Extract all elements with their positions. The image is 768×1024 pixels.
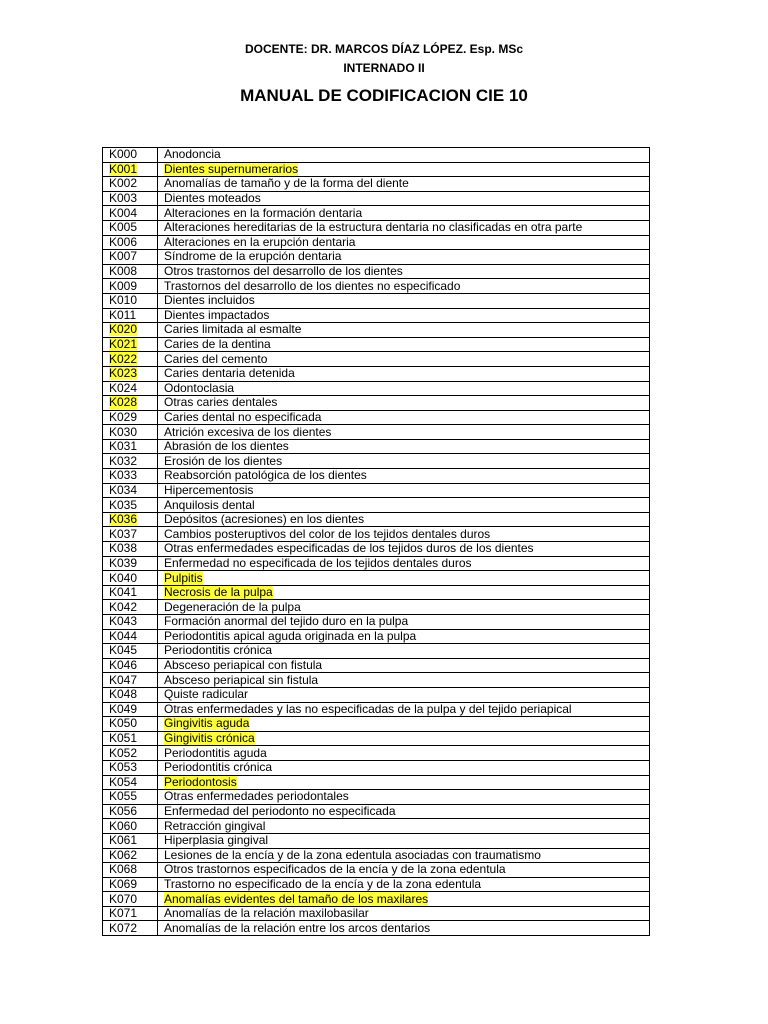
code-cell bbox=[103, 323, 158, 338]
code-text: K009 bbox=[109, 278, 138, 293]
description-text: Pulpitis bbox=[164, 570, 203, 585]
table-row bbox=[103, 804, 650, 819]
code-text: K004 bbox=[109, 205, 138, 220]
code-text: K055 bbox=[109, 789, 138, 804]
description-text: Enfermedad no especificada de los tejidos dentales duros bbox=[164, 556, 472, 570]
description-cell bbox=[158, 717, 650, 732]
code-cell bbox=[103, 717, 158, 732]
code-text: K050 bbox=[109, 716, 138, 731]
code-cell bbox=[103, 746, 158, 761]
description-cell bbox=[158, 848, 650, 863]
code-text: K010 bbox=[109, 293, 138, 308]
description-cell bbox=[158, 819, 650, 834]
code-text: K003 bbox=[109, 191, 138, 206]
description-text: Anquilosis dental bbox=[164, 497, 255, 512]
table-row bbox=[103, 542, 650, 557]
code-text: K071 bbox=[109, 906, 138, 921]
table-row bbox=[103, 366, 650, 381]
code-text: K049 bbox=[109, 702, 138, 716]
table-row bbox=[103, 790, 650, 805]
table-row bbox=[103, 337, 650, 352]
code-cell bbox=[103, 425, 158, 440]
code-cell bbox=[103, 352, 158, 367]
description-cell bbox=[158, 673, 650, 688]
code-cell bbox=[103, 658, 158, 673]
description-text: Periodontitis apical aguda originada en la pulpa bbox=[164, 629, 417, 643]
table-row bbox=[103, 308, 650, 323]
code-text: K044 bbox=[109, 629, 138, 643]
description-cell bbox=[158, 162, 650, 177]
code-text: K036 bbox=[109, 512, 138, 527]
code-cell bbox=[103, 308, 158, 323]
description-text: Caries del cemento bbox=[164, 351, 268, 366]
code-text: K052 bbox=[109, 745, 138, 760]
code-cell bbox=[103, 585, 158, 600]
description-text: Dientes incluidos bbox=[164, 293, 255, 308]
code-text: K032 bbox=[109, 453, 138, 468]
code-text: K043 bbox=[109, 614, 138, 629]
description-text: Abrasión de los dientes bbox=[164, 439, 289, 454]
description-cell bbox=[158, 571, 650, 586]
description-text: Depósitos (acresiones) en los dientes bbox=[164, 512, 365, 527]
code-cell bbox=[103, 264, 158, 279]
code-text: K042 bbox=[109, 599, 138, 614]
page-title: MANUAL DE CODIFICACION CIE 10 bbox=[240, 86, 528, 105]
code-cell bbox=[103, 921, 158, 936]
code-cell bbox=[103, 279, 158, 294]
description-text: Dientes supernumerarios bbox=[164, 162, 299, 176]
table-row bbox=[103, 863, 650, 878]
code-cell bbox=[103, 833, 158, 848]
code-text: K029 bbox=[109, 410, 138, 424]
table-row bbox=[103, 483, 650, 498]
description-text: Periodontitis crónica bbox=[164, 760, 273, 775]
code-text: K062 bbox=[109, 848, 138, 862]
code-text: K060 bbox=[109, 818, 138, 833]
table-row bbox=[103, 702, 650, 717]
table-row bbox=[103, 279, 650, 294]
code-text: K011 bbox=[109, 308, 137, 322]
description-text: Dientes moteados bbox=[164, 191, 261, 206]
description-text: Anomalías evidentes del tamaño de los maxilares bbox=[164, 891, 429, 906]
code-text: K008 bbox=[109, 264, 138, 279]
description-text: Cambios posteruptivos del color de los tejidos dentales duros bbox=[164, 526, 491, 541]
code-cell bbox=[103, 191, 158, 206]
description-cell bbox=[158, 687, 650, 702]
code-text: K035 bbox=[109, 497, 138, 512]
description-cell bbox=[158, 177, 650, 192]
description-cell bbox=[158, 892, 650, 907]
code-cell bbox=[103, 220, 158, 235]
description-text: Alteraciones hereditarias de la estructura dentaria no clasificadas en otra parte bbox=[164, 220, 583, 235]
table-row bbox=[103, 396, 650, 411]
description-text: Degeneración de la pulpa bbox=[164, 599, 301, 614]
description-cell bbox=[158, 483, 650, 498]
code-text: K022 bbox=[109, 351, 138, 366]
code-text: K033 bbox=[109, 468, 138, 483]
description-text: Retracción gingival bbox=[164, 818, 266, 833]
description-cell bbox=[158, 366, 650, 381]
table-row bbox=[103, 848, 650, 863]
code-cell bbox=[103, 439, 158, 454]
description-cell bbox=[158, 454, 650, 469]
code-cell bbox=[103, 731, 158, 746]
code-text: K046 bbox=[109, 658, 138, 673]
code-cell bbox=[103, 877, 158, 892]
description-cell bbox=[158, 542, 650, 557]
code-text: K040 bbox=[109, 570, 138, 585]
description-cell bbox=[158, 921, 650, 936]
code-text: K056 bbox=[109, 804, 138, 819]
code-cell bbox=[103, 206, 158, 221]
description-cell bbox=[158, 308, 650, 323]
description-cell bbox=[158, 191, 650, 206]
table-row bbox=[103, 381, 650, 396]
code-cell bbox=[103, 687, 158, 702]
description-cell bbox=[158, 833, 650, 848]
code-cell bbox=[103, 804, 158, 819]
description-cell bbox=[158, 644, 650, 659]
table-row bbox=[103, 585, 650, 600]
table-row bbox=[103, 512, 650, 527]
description-cell bbox=[158, 512, 650, 527]
code-cell bbox=[103, 629, 158, 644]
description-text: Odontoclasia bbox=[164, 381, 235, 395]
code-cell bbox=[103, 512, 158, 527]
table-row bbox=[103, 293, 650, 308]
description-cell bbox=[158, 381, 650, 396]
code-cell bbox=[103, 892, 158, 907]
description-cell bbox=[158, 498, 650, 513]
table-row bbox=[103, 906, 650, 921]
table-row bbox=[103, 687, 650, 702]
code-cell bbox=[103, 337, 158, 352]
code-text: K002 bbox=[109, 176, 138, 191]
table-row bbox=[103, 527, 650, 542]
description-text: Periodontitis crónica bbox=[164, 643, 273, 658]
description-text: Otros trastornos especificados de la encía y de la zona edentula bbox=[164, 862, 506, 877]
description-cell bbox=[158, 615, 650, 630]
description-cell bbox=[158, 220, 650, 235]
description-text: Necrosis de la pulpa bbox=[164, 585, 273, 600]
description-cell bbox=[158, 585, 650, 600]
code-cell bbox=[103, 293, 158, 308]
table-row bbox=[103, 206, 650, 221]
table-row bbox=[103, 921, 650, 936]
code-text: K037 bbox=[109, 526, 138, 541]
code-cell bbox=[103, 760, 158, 775]
description-text: Síndrome de la erupción dentaria bbox=[164, 249, 342, 264]
description-text: Caries limitada al esmalte bbox=[164, 322, 302, 337]
description-text: Caries dentaria detenida bbox=[164, 366, 295, 381]
description-text: Erosión de los dientes bbox=[164, 453, 283, 468]
code-text: K048 bbox=[109, 687, 138, 702]
table-row bbox=[103, 439, 650, 454]
code-cell bbox=[103, 250, 158, 265]
description-text: Atrición excesiva de los dientes bbox=[164, 424, 332, 439]
code-cell bbox=[103, 527, 158, 542]
table-row bbox=[103, 264, 650, 279]
code-text: K007 bbox=[109, 249, 138, 264]
code-text: K061 bbox=[109, 833, 138, 848]
description-cell bbox=[158, 877, 650, 892]
table-row bbox=[103, 615, 650, 630]
code-cell bbox=[103, 863, 158, 878]
description-text: Anomalías de la relación entre los arcos dentarios bbox=[164, 920, 431, 935]
table-row bbox=[103, 629, 650, 644]
code-text: K034 bbox=[109, 483, 138, 497]
description-cell bbox=[158, 264, 650, 279]
table-row bbox=[103, 425, 650, 440]
description-text: Anomalías de tamaño y de la forma del diente bbox=[164, 176, 409, 191]
code-text: K045 bbox=[109, 643, 138, 658]
code-text: K001 bbox=[109, 162, 138, 176]
description-text: Anomalías de la relación maxilobasilar bbox=[164, 906, 369, 921]
code-cell bbox=[103, 906, 158, 921]
table-row bbox=[103, 250, 650, 265]
table-row bbox=[103, 556, 650, 571]
description-text: Absceso periapical con fistula bbox=[164, 658, 323, 673]
description-cell bbox=[158, 760, 650, 775]
code-cell bbox=[103, 148, 158, 163]
description-cell bbox=[158, 148, 650, 163]
code-text: K072 bbox=[109, 920, 138, 935]
code-cell bbox=[103, 819, 158, 834]
code-cell bbox=[103, 381, 158, 396]
description-text: Otros trastornos del desarrollo de los dientes bbox=[164, 264, 403, 279]
description-cell bbox=[158, 293, 650, 308]
table-row bbox=[103, 877, 650, 892]
description-text: Otras enfermedades especificadas de los tejidos duros de los dientes bbox=[164, 541, 534, 556]
code-text: K038 bbox=[109, 541, 138, 556]
description-cell bbox=[158, 702, 650, 717]
code-text: K006 bbox=[109, 235, 138, 249]
description-cell bbox=[158, 206, 650, 221]
code-cell bbox=[103, 410, 158, 425]
code-text: K000 bbox=[109, 147, 138, 162]
description-text: Reabsorción patológica de los dientes bbox=[164, 468, 367, 483]
table-row bbox=[103, 600, 650, 615]
description-cell bbox=[158, 556, 650, 571]
description-text: Otras enfermedades y las no especificadas de la pulpa y del tejido periapical bbox=[164, 702, 572, 716]
cie10-code-table bbox=[102, 147, 650, 936]
description-cell bbox=[158, 527, 650, 542]
description-cell bbox=[158, 410, 650, 425]
code-cell bbox=[103, 498, 158, 513]
description-text: Enfermedad del periodonto no especificada bbox=[164, 804, 396, 819]
description-cell bbox=[158, 279, 650, 294]
table-row bbox=[103, 717, 650, 732]
description-text: Otras enfermedades periodontales bbox=[164, 789, 349, 804]
table-row bbox=[103, 469, 650, 484]
code-text: K070 bbox=[109, 891, 138, 906]
description-text: Caries de la dentina bbox=[164, 337, 271, 352]
description-text: Otras caries dentales bbox=[164, 395, 278, 410]
code-cell bbox=[103, 790, 158, 805]
code-text: K023 bbox=[109, 366, 138, 381]
description-text: Hipercementosis bbox=[164, 483, 254, 497]
table-row bbox=[103, 177, 650, 192]
code-cell bbox=[103, 702, 158, 717]
description-cell bbox=[158, 396, 650, 411]
table-row bbox=[103, 775, 650, 790]
table-row bbox=[103, 746, 650, 761]
table-row bbox=[103, 833, 650, 848]
description-text: Absceso periapical sin fistula bbox=[164, 672, 319, 687]
description-text: Periodontosis bbox=[164, 775, 237, 789]
table-row bbox=[103, 235, 650, 250]
description-cell bbox=[158, 469, 650, 484]
table-row bbox=[103, 220, 650, 235]
code-text: K047 bbox=[109, 672, 138, 687]
table-row bbox=[103, 498, 650, 513]
code-text: K020 bbox=[109, 322, 138, 337]
description-text: Periodontitis aguda bbox=[164, 745, 267, 760]
description-cell bbox=[158, 235, 650, 250]
code-cell bbox=[103, 848, 158, 863]
internado-line: INTERNADO II bbox=[343, 61, 425, 75]
description-cell bbox=[158, 906, 650, 921]
code-text: K030 bbox=[109, 424, 138, 439]
code-text: K031 bbox=[109, 439, 138, 454]
description-cell bbox=[158, 790, 650, 805]
description-cell bbox=[158, 337, 650, 352]
code-cell bbox=[103, 162, 158, 177]
description-text: Gingivitis crónica bbox=[164, 731, 255, 746]
description-cell bbox=[158, 775, 650, 790]
table-row bbox=[103, 352, 650, 367]
code-text: K021 bbox=[109, 337, 138, 352]
description-cell bbox=[158, 804, 650, 819]
table-row bbox=[103, 323, 650, 338]
code-cell bbox=[103, 366, 158, 381]
code-cell bbox=[103, 600, 158, 615]
code-text: K053 bbox=[109, 760, 138, 775]
code-cell bbox=[103, 615, 158, 630]
description-text: Anodoncia bbox=[164, 147, 221, 162]
code-text: K028 bbox=[109, 395, 138, 410]
description-text: Trastornos del desarrollo de los dientes no especificado bbox=[164, 278, 461, 293]
table-row bbox=[103, 673, 650, 688]
description-cell bbox=[158, 746, 650, 761]
code-cell bbox=[103, 556, 158, 571]
code-text: K039 bbox=[109, 556, 138, 570]
description-text: Trastorno no especificado de la encía y de la zona edentula bbox=[164, 877, 482, 891]
description-cell bbox=[158, 731, 650, 746]
table-row bbox=[103, 760, 650, 775]
description-text: Caries dental no especificada bbox=[164, 410, 322, 424]
table-row bbox=[103, 644, 650, 659]
table-row bbox=[103, 191, 650, 206]
code-cell bbox=[103, 454, 158, 469]
description-cell bbox=[158, 425, 650, 440]
code-text: K024 bbox=[109, 381, 138, 395]
description-text: Alteraciones en la erupción dentaria bbox=[164, 235, 356, 249]
description-text: Formación anormal del tejido duro en la pulpa bbox=[164, 614, 409, 629]
code-text: K069 bbox=[109, 877, 138, 891]
code-text: K068 bbox=[109, 862, 138, 877]
code-cell bbox=[103, 775, 158, 790]
code-cell bbox=[103, 571, 158, 586]
table-row bbox=[103, 454, 650, 469]
code-text: K054 bbox=[109, 775, 138, 789]
code-text: K005 bbox=[109, 220, 138, 235]
table-row bbox=[103, 162, 650, 177]
description-cell bbox=[158, 439, 650, 454]
docente-line: DOCENTE: DR. MARCOS DÍAZ LÓPEZ. Esp. MSc bbox=[244, 42, 523, 56]
code-text: K051 bbox=[109, 731, 138, 746]
table-row bbox=[103, 819, 650, 834]
code-cell bbox=[103, 673, 158, 688]
description-cell bbox=[158, 629, 650, 644]
code-text: K041 bbox=[109, 585, 138, 600]
table-row bbox=[103, 148, 650, 163]
description-cell bbox=[158, 323, 650, 338]
description-cell bbox=[158, 352, 650, 367]
description-text: Gingivitis aguda bbox=[164, 716, 250, 731]
description-text: Hiperplasia gingival bbox=[164, 833, 269, 848]
code-cell bbox=[103, 483, 158, 498]
table-row bbox=[103, 410, 650, 425]
description-text: Dientes impactados bbox=[164, 308, 270, 322]
table-row bbox=[103, 571, 650, 586]
description-cell bbox=[158, 250, 650, 265]
table-row bbox=[103, 892, 650, 907]
description-cell bbox=[158, 658, 650, 673]
code-cell bbox=[103, 177, 158, 192]
description-text: Quiste radicular bbox=[164, 687, 249, 702]
description-text: Lesiones de la encía y de la zona edentula asociadas con traumatismo bbox=[164, 848, 541, 862]
table-row bbox=[103, 658, 650, 673]
description-cell bbox=[158, 863, 650, 878]
code-cell bbox=[103, 469, 158, 484]
code-cell bbox=[103, 644, 158, 659]
code-cell bbox=[103, 542, 158, 557]
code-cell bbox=[103, 396, 158, 411]
description-cell bbox=[158, 600, 650, 615]
code-cell bbox=[103, 235, 158, 250]
description-text: Alteraciones en la formación dentaria bbox=[164, 205, 363, 220]
table-row bbox=[103, 731, 650, 746]
